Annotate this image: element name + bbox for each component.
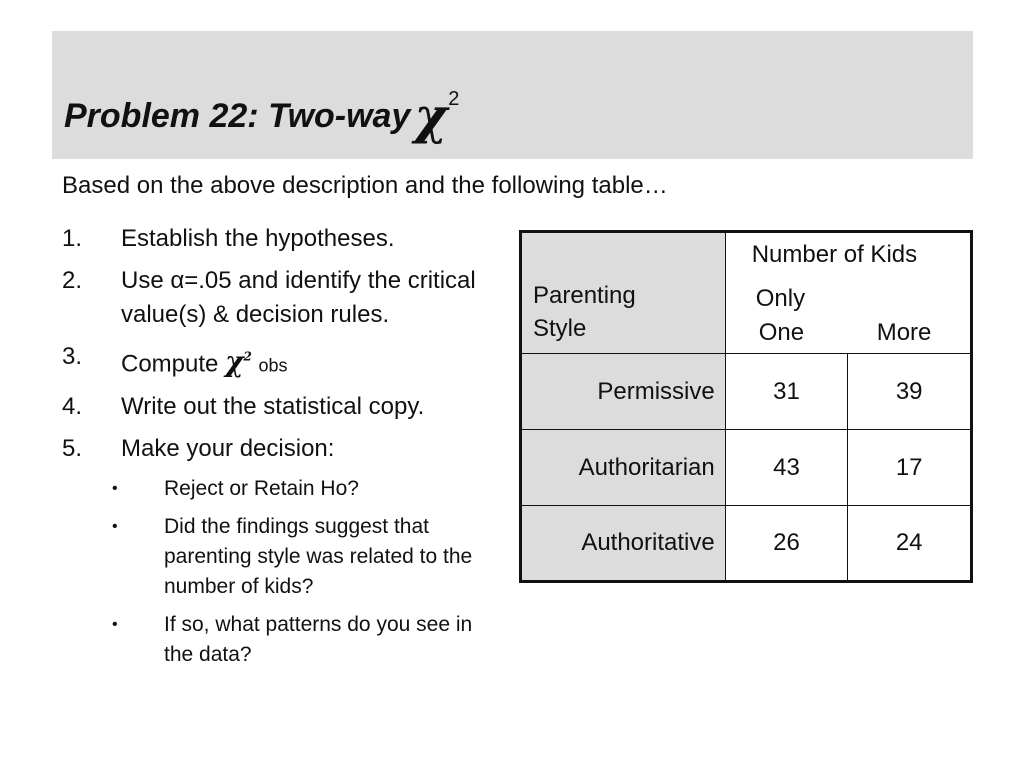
step-text-wrap <box>121 340 502 382</box>
title-superscript: 2 <box>448 88 460 110</box>
obs-label: obs <box>258 355 288 376</box>
bullet-item <box>112 474 502 504</box>
title-text: Problem 22: Two-way <box>64 97 411 135</box>
bullet-item <box>112 610 502 670</box>
steps-list <box>62 222 502 678</box>
step-number: 2. <box>62 267 83 294</box>
step-number: 1. <box>62 225 83 252</box>
bullet-item <box>112 512 502 602</box>
column-header <box>725 232 971 354</box>
row-header-line-2: Style <box>533 315 587 342</box>
step-5 <box>62 432 502 466</box>
cell-one: 31 <box>725 354 848 430</box>
table-row <box>521 506 972 582</box>
decision-bullets <box>112 474 502 670</box>
column-more-label: More <box>876 319 932 346</box>
row-label: Authoritarian <box>521 430 726 506</box>
step-text: Establish the hypotheses. <box>121 225 395 252</box>
bullet-text: Reject or Retain Ho? <box>164 477 359 501</box>
chi-symbol <box>225 345 252 378</box>
cell-one: 26 <box>725 506 848 582</box>
cell-more: 24 <box>848 506 972 582</box>
step-4 <box>62 390 502 424</box>
table-row <box>521 354 972 430</box>
step-text: Compute <box>121 350 219 378</box>
column-one-label: One <box>758 319 805 346</box>
step-3 <box>62 340 502 382</box>
table-row <box>521 430 972 506</box>
cell-more: 39 <box>848 354 972 430</box>
slide-title <box>64 86 459 145</box>
bullet-text: Did the findings suggest that parenting style was related to the number of kids? <box>164 515 473 599</box>
bullet-mark: • <box>112 480 118 498</box>
row-header-line-1: Parenting <box>533 282 636 309</box>
chi-superscript: 2 <box>243 350 252 364</box>
row-header-label <box>521 232 726 354</box>
contingency-table <box>519 230 973 583</box>
cell-one: 43 <box>725 430 848 506</box>
step-1 <box>62 222 502 256</box>
row-label: Permissive <box>521 354 726 430</box>
intro-text: Based on the above description and the following table… <box>62 172 668 199</box>
step-number: 5. <box>62 435 83 463</box>
row-label: Authoritative <box>521 506 726 582</box>
step-2 <box>62 264 502 332</box>
step-text: Make your decision: <box>121 435 335 463</box>
column-group-label: Number of Kids <box>751 241 918 268</box>
step-number: 3. <box>62 343 83 370</box>
bullet-mark: • <box>112 518 118 536</box>
step-text: Write out the statistical copy. <box>121 393 425 421</box>
step-text: Use α=.05 and identify the critical value(s) & decision rules. <box>121 267 476 328</box>
bullet-text: If so, what patterns do you see in the data? <box>164 613 473 667</box>
step-number: 4. <box>62 393 83 421</box>
cell-more: 17 <box>848 430 972 506</box>
column-only-label: Only <box>755 285 806 312</box>
chi-letter: χ <box>225 345 244 379</box>
chi-symbol: χ <box>414 86 448 145</box>
bullet-mark: • <box>112 616 118 634</box>
